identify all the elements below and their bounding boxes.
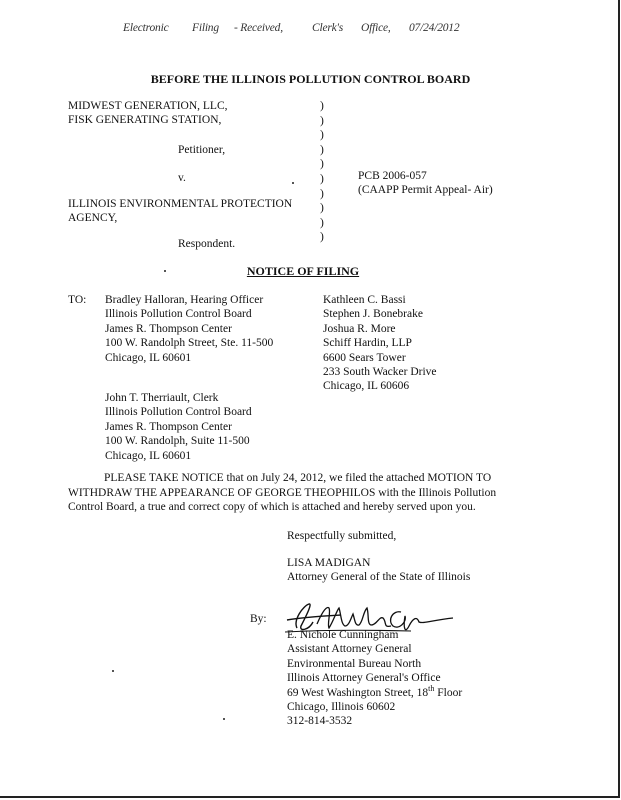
- signer-title: Assistant Attorney General: [287, 643, 412, 656]
- scan-speck: [292, 182, 294, 184]
- caption-line: ILLINOIS ENVIRONMENTAL PROTECTION: [68, 198, 293, 210]
- stamp-date: 07/24/2012: [409, 22, 460, 34]
- caption-line: MIDWEST GENERATION, LLC,: [68, 100, 228, 112]
- paren: ): [320, 100, 324, 112]
- scan-speck: [223, 718, 225, 720]
- address-line: James R. Thompson Center: [105, 322, 232, 335]
- address-line: Chicago, IL 60601: [105, 449, 192, 462]
- case-info: [358, 169, 493, 198]
- case-type: (CAAPP Permit Appeal- Air): [358, 184, 493, 197]
- floor-text: Floor: [434, 686, 463, 699]
- signer-phone: 312-814-3532: [287, 715, 353, 728]
- address-line: Kathleen C. Bassi: [323, 294, 406, 306]
- paragraph-line: PLEASE TAKE NOTICE that on July 24, 2012, we filed the attached MOTION TO: [104, 472, 492, 484]
- caption-line: FISK GENERATING STATION,: [68, 114, 222, 127]
- respondent-name: [68, 197, 292, 226]
- paren: ): [320, 216, 324, 229]
- paren: ): [320, 158, 324, 171]
- caption-parentheses: [320, 99, 324, 245]
- address-line: 6600 Sears Tower: [323, 351, 406, 364]
- paren: ): [320, 187, 324, 200]
- address-line: 233 South Wacker Drive: [323, 366, 437, 379]
- signer-office: Illinois Attorney General's Office: [287, 672, 441, 685]
- street-text: 69 West Washington Street, 18: [287, 686, 429, 699]
- stamp-word: Office,: [361, 22, 391, 34]
- address-line: John T. Therriault, Clerk: [105, 392, 219, 404]
- stamp-word: Filing: [192, 22, 219, 34]
- paren: ): [320, 129, 324, 142]
- paragraph-line: WITHDRAW THE APPEARANCE OF GEORGE THEOPHILOS with the Illinois Pollution: [68, 486, 497, 499]
- recipient-clerk: [105, 391, 252, 463]
- attorney-general-block: [287, 556, 470, 585]
- address-line: Joshua R. More: [323, 322, 396, 335]
- stamp-word: Electronic: [123, 22, 169, 34]
- signer-city: Chicago, Illinois 60602: [287, 701, 396, 714]
- address-line: James R. Thompson Center: [105, 420, 232, 433]
- address-line: Schiff Hardin, LLP: [323, 337, 412, 350]
- by-label: By:: [250, 613, 267, 625]
- address-line: Illinois Pollution Control Board: [105, 308, 252, 321]
- to-label: TO:: [68, 294, 87, 306]
- address-line: Illinois Pollution Control Board: [105, 406, 252, 419]
- stamp-word: - Received,: [234, 22, 283, 34]
- scan-speck: [164, 270, 166, 272]
- attorney-general-name: LISA MADIGAN: [287, 557, 371, 569]
- paren: ): [320, 202, 324, 215]
- address-line: Bradley Halloran, Hearing Officer: [105, 294, 264, 306]
- attorney-general-title: Attorney General of the State of Illinois: [287, 571, 471, 584]
- address-line: 100 W. Randolph, Suite 11-500: [105, 435, 250, 448]
- respondent-label: Respondent.: [178, 238, 236, 250]
- recipient-counsel: [323, 293, 437, 394]
- address-line: Chicago, IL 60601: [105, 351, 192, 364]
- signer-bureau: Environmental Bureau North: [287, 657, 422, 670]
- document-title: BEFORE THE ILLINOIS POLLUTION CONTROL BOARD: [150, 72, 471, 86]
- petitioner-label: Petitioner,: [178, 144, 226, 156]
- scan-speck: [112, 670, 114, 672]
- case-number: PCB 2006-057: [358, 170, 427, 182]
- paragraph-line: Control Board, a true and correct copy of which is attached and hereby served upon you.: [68, 501, 476, 514]
- paren: ): [320, 114, 324, 127]
- signer-name: E. Nichole Cunningham: [287, 629, 399, 641]
- stamp-word: Clerk's: [312, 22, 344, 34]
- notice-paragraph: [68, 471, 528, 515]
- paren: ): [320, 172, 324, 185]
- versus-label: v.: [178, 172, 186, 184]
- recipient-hearing-officer: [105, 293, 273, 365]
- caption-line: AGENCY,: [68, 212, 118, 225]
- street-superscript: th: [428, 683, 435, 693]
- address-line: Chicago, IL 60606: [323, 380, 410, 393]
- petitioner-name: [68, 99, 228, 128]
- paren: ): [320, 231, 324, 244]
- address-line: Stephen J. Bonebrake: [323, 308, 423, 321]
- notice-title: NOTICE OF FILING: [246, 264, 360, 278]
- closing-respectfully: Respectfully submitted,: [287, 530, 397, 542]
- signer-street: [287, 683, 463, 700]
- paren: ): [320, 143, 324, 156]
- signer-block: [287, 628, 462, 729]
- address-line: 100 W. Randolph Street, Ste. 11-500: [105, 337, 274, 350]
